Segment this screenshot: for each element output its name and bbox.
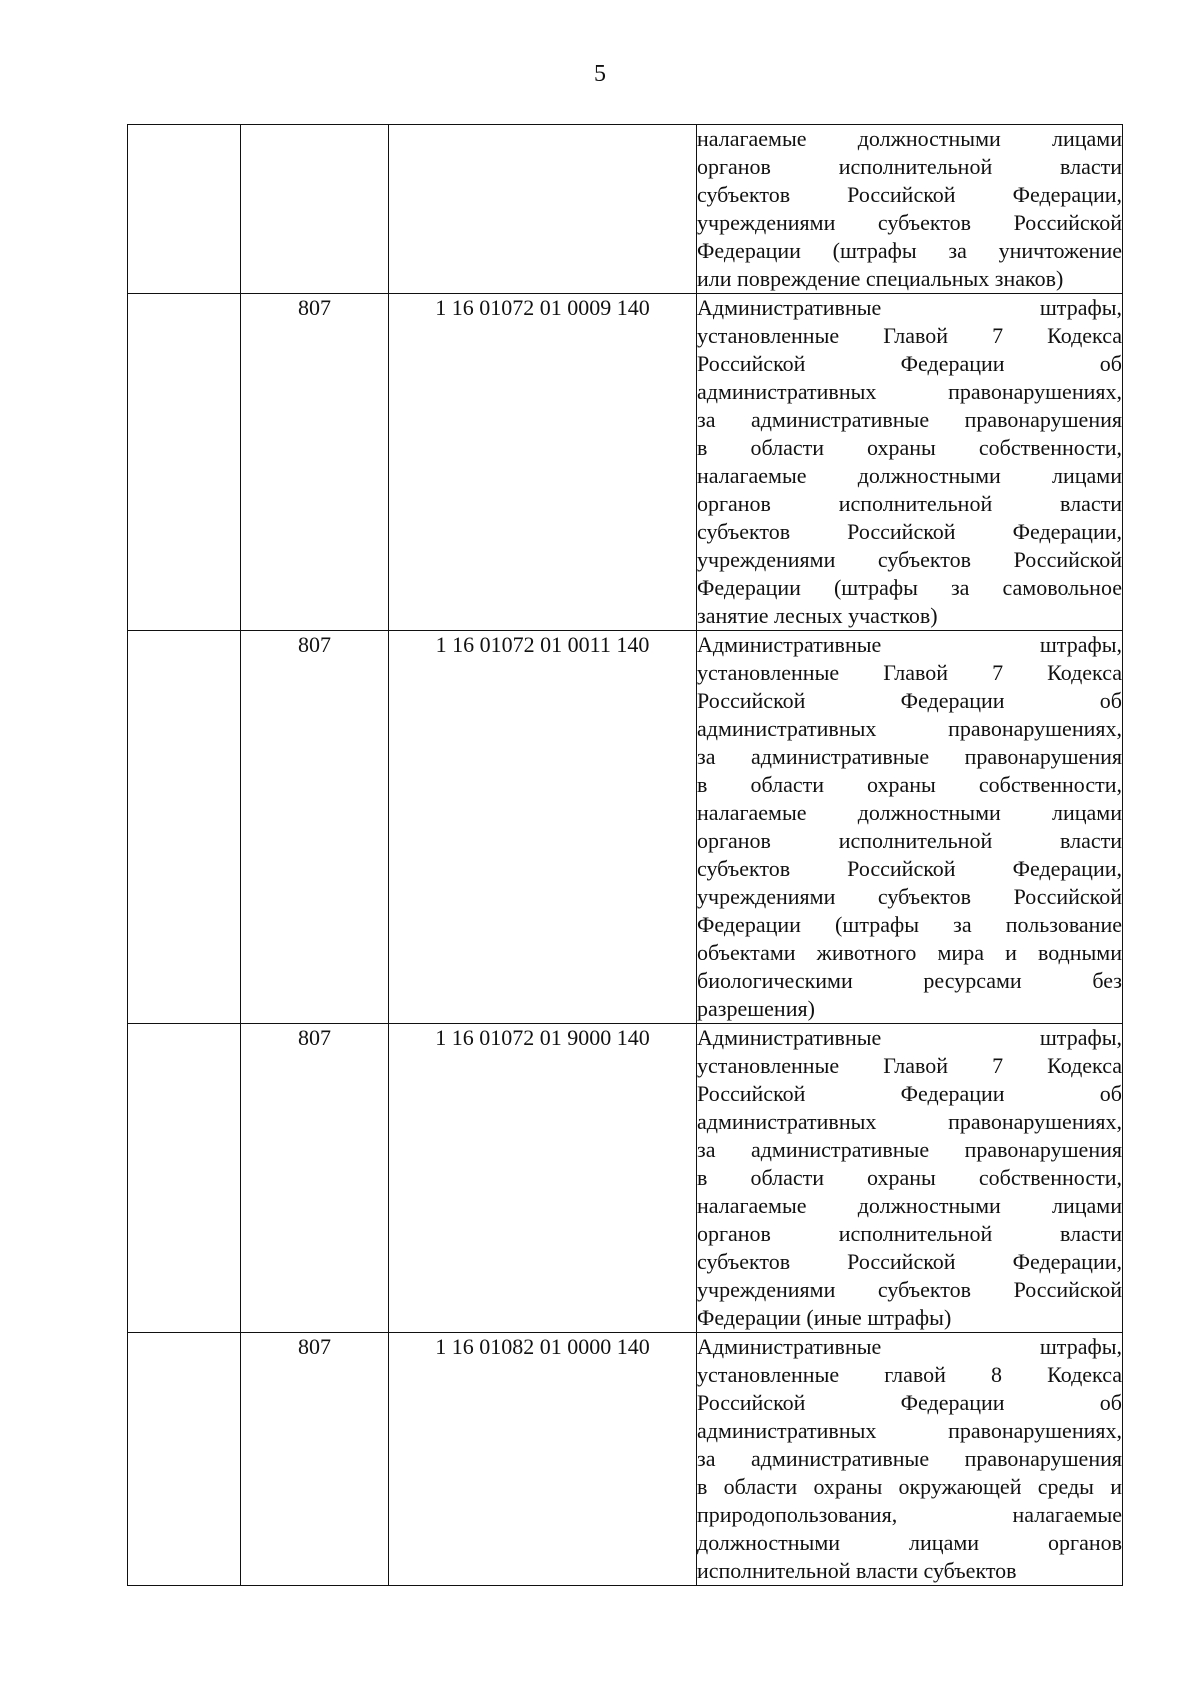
description-line: учреждениями субъектов Российской <box>697 210 1122 235</box>
description-line: субъектов Российской Федерации, <box>697 1249 1122 1274</box>
description-line: административных правонарушениях, <box>697 1418 1122 1443</box>
description-line: субъектов Российской Федерации, <box>697 519 1122 544</box>
table-row <box>128 631 1123 1024</box>
description-line: субъектов Российской Федерации, <box>697 856 1122 881</box>
budget-code: 1 16 01082 01 0000 140 <box>389 1333 697 1586</box>
description-line: налагаемые должностными лицами <box>697 463 1122 488</box>
description-line: органов исполнительной власти <box>697 491 1122 516</box>
description-line: за административные правонарушения <box>697 1446 1122 1471</box>
description-line: Федерации (штрафы за самовольное <box>697 575 1122 600</box>
description-line: учреждениями субъектов Российской <box>697 884 1122 909</box>
description-cell <box>697 294 1123 631</box>
description-line: налагаемые должностными лицами <box>697 126 1122 151</box>
description-line: за административные правонарушения <box>697 744 1122 769</box>
table-body <box>128 125 1123 1586</box>
budget-classification-table <box>127 124 1123 1586</box>
description-line: Российской Федерации об <box>697 351 1122 376</box>
table-row <box>128 1333 1123 1586</box>
description-cell <box>697 1333 1123 1586</box>
description-line: установленные Главой 7 Кодекса <box>697 1053 1122 1078</box>
budget-code: 1 16 01072 01 9000 140 <box>389 1024 697 1333</box>
description-line: занятие лесных участков) <box>697 603 938 628</box>
budget-code: 1 16 01072 01 0009 140 <box>389 294 697 631</box>
table-row <box>128 125 1123 294</box>
description-line: Российской Федерации об <box>697 1081 1122 1106</box>
admin-cell <box>128 631 241 1024</box>
description-line: Административные штрафы, <box>697 632 1122 657</box>
description-line: за административные правонарушения <box>697 1137 1122 1162</box>
description-line: установленные Главой 7 Кодекса <box>697 323 1122 348</box>
description-line: исполнительной власти субъектов <box>697 1558 1017 1583</box>
description-line: в области охраны собственности, <box>697 435 1122 460</box>
description-line: органов исполнительной власти <box>697 154 1122 179</box>
admin-cell <box>128 1024 241 1333</box>
description-line: органов исполнительной власти <box>697 828 1122 853</box>
description-line: биологическими ресурсами без <box>697 968 1122 993</box>
description-line: Административные штрафы, <box>697 1334 1122 1359</box>
description-line: или повреждение специальных знаков) <box>697 266 1064 291</box>
description-line: объектами животного мира и водными <box>697 940 1122 965</box>
budget-code: 1 16 01072 01 0011 140 <box>389 631 697 1024</box>
admin-cell <box>128 125 241 294</box>
description-line: Федерации (штрафы за пользование <box>697 912 1122 937</box>
admin-code: 807 <box>241 1333 389 1586</box>
description-line: административных правонарушениях, <box>697 716 1122 741</box>
budget-code <box>389 125 697 294</box>
description-line: учреждениями субъектов Российской <box>697 1277 1122 1302</box>
description-line: должностными лицами органов <box>697 1530 1122 1555</box>
description-line: Федерации (штрафы за уничтожение <box>697 238 1122 263</box>
description-line: административных правонарушениях, <box>697 1109 1122 1134</box>
description-line: в области охраны собственности, <box>697 1165 1122 1190</box>
description-line: Административные штрафы, <box>697 295 1122 320</box>
table-row <box>128 1024 1123 1333</box>
description-line: субъектов Российской Федерации, <box>697 182 1122 207</box>
description-line: налагаемые должностными лицами <box>697 800 1122 825</box>
description-line: природопользования, налагаемые <box>697 1502 1122 1527</box>
description-line: Российской Федерации об <box>697 1390 1122 1415</box>
description-cell <box>697 631 1123 1024</box>
description-line: в области охраны собственности, <box>697 772 1122 797</box>
description-line: Административные штрафы, <box>697 1025 1122 1050</box>
description-line: установленные Главой 7 Кодекса <box>697 660 1122 685</box>
description-line: учреждениями субъектов Российской <box>697 547 1122 572</box>
description-cell <box>697 125 1123 294</box>
description-line: разрешения) <box>697 996 815 1021</box>
description-line: административных правонарушениях, <box>697 379 1122 404</box>
admin-code: 807 <box>241 631 389 1024</box>
description-cell <box>697 1024 1123 1333</box>
description-line: установленные главой 8 Кодекса <box>697 1362 1122 1387</box>
description-line: органов исполнительной власти <box>697 1221 1122 1246</box>
admin-code <box>241 125 389 294</box>
table-row <box>128 294 1123 631</box>
admin-cell <box>128 294 241 631</box>
description-line: Федерации (иные штрафы) <box>697 1305 952 1330</box>
description-line: в области охраны окружающей среды и <box>697 1474 1122 1499</box>
admin-cell <box>128 1333 241 1586</box>
description-line: Российской Федерации об <box>697 688 1122 713</box>
page-number: 5 <box>594 61 606 87</box>
description-line: налагаемые должностными лицами <box>697 1193 1122 1218</box>
admin-code: 807 <box>241 1024 389 1333</box>
description-line: за административные правонарушения <box>697 407 1122 432</box>
admin-code: 807 <box>241 294 389 631</box>
